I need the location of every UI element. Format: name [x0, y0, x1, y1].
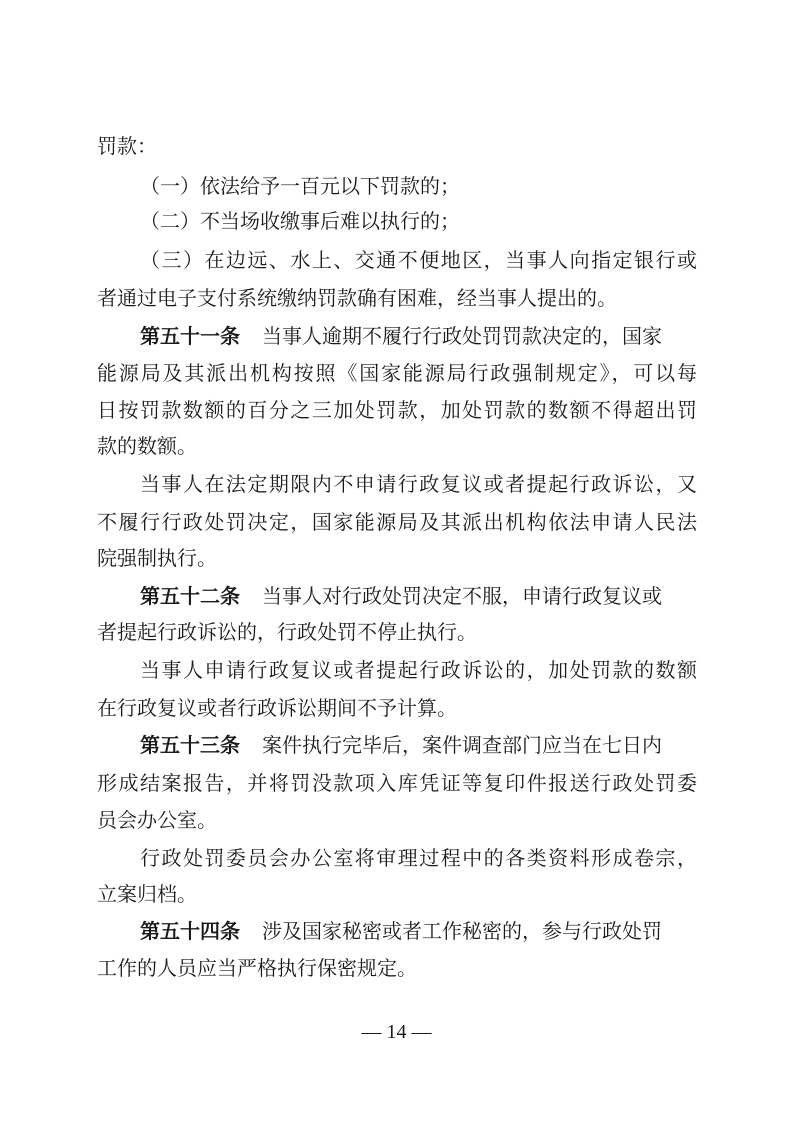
- text-line: 院强制执行。: [97, 546, 217, 570]
- text-line: 立案归档。: [97, 882, 197, 906]
- text-line: 形成结案报告，并将罚没款项入库凭证等复印件报送行政处罚委: [97, 771, 697, 795]
- article-text: 当事人对行政处罚决定不服，申请行政复议或: [262, 584, 662, 608]
- text-line: 在行政复议或者行政诉讼期间不予计算。: [97, 696, 457, 720]
- text-line: （三）在边远、水上、交通不便地区，当事人向指定银行或: [140, 248, 697, 272]
- text-line: 员会办公室。: [97, 808, 217, 832]
- text-line: 者通过电子支付系统缴纳罚款确有困难，经当事人提出的。: [97, 286, 617, 310]
- text-line: 款的数额。: [97, 434, 197, 458]
- text-line: 当事人在法定期限内不申请行政复议或者提起行政诉讼，又: [140, 472, 697, 496]
- article-51-first-line: [140, 318, 697, 354]
- text-line: 能源局及其派出机构按照《国家能源局行政强制规定》，可以每: [97, 361, 697, 385]
- article-text: 当事人逾期不履行行政处罚罚款决定的，国家: [262, 324, 662, 348]
- article-54-first-line: [140, 913, 697, 949]
- text-line: （一）依法给予一百元以下罚款的；: [140, 174, 460, 198]
- article-heading: 第五十一条: [140, 324, 240, 348]
- article-heading: 第五十二条: [140, 584, 240, 608]
- text-line: 者提起行政诉讼的，行政处罚不停止执行。: [97, 620, 477, 644]
- text-line: 罚款：: [97, 134, 157, 158]
- text-line: 工作的人员应当严格执行保密规定。: [97, 956, 417, 980]
- text-line: （二）不当场收缴事后难以执行的；: [140, 209, 460, 233]
- text-line: 日按罚款数额的百分之三加处罚款，加处罚款的数额不得超出罚: [97, 398, 697, 422]
- article-heading: 第五十四条: [140, 919, 240, 943]
- article-text: 涉及国家秘密或者工作秘密的，参与行政处罚: [262, 919, 662, 943]
- article-52-first-line: [140, 578, 697, 614]
- text-line: 行政处罚委员会办公室将审理过程中的各类资料形成卷宗，: [140, 846, 697, 870]
- article-text: 案件执行完毕后，案件调查部门应当在七日内: [262, 733, 662, 757]
- article-53-first-line: [140, 727, 697, 763]
- text-line: 当事人申请行政复议或者提起行政诉讼的，加处罚款的数额: [140, 658, 697, 682]
- text-line: 不履行行政处罚决定，国家能源局及其派出机构依法申请人民法: [97, 510, 697, 534]
- page-number: — 14 —: [361, 1021, 432, 1043]
- article-heading: 第五十三条: [140, 733, 240, 757]
